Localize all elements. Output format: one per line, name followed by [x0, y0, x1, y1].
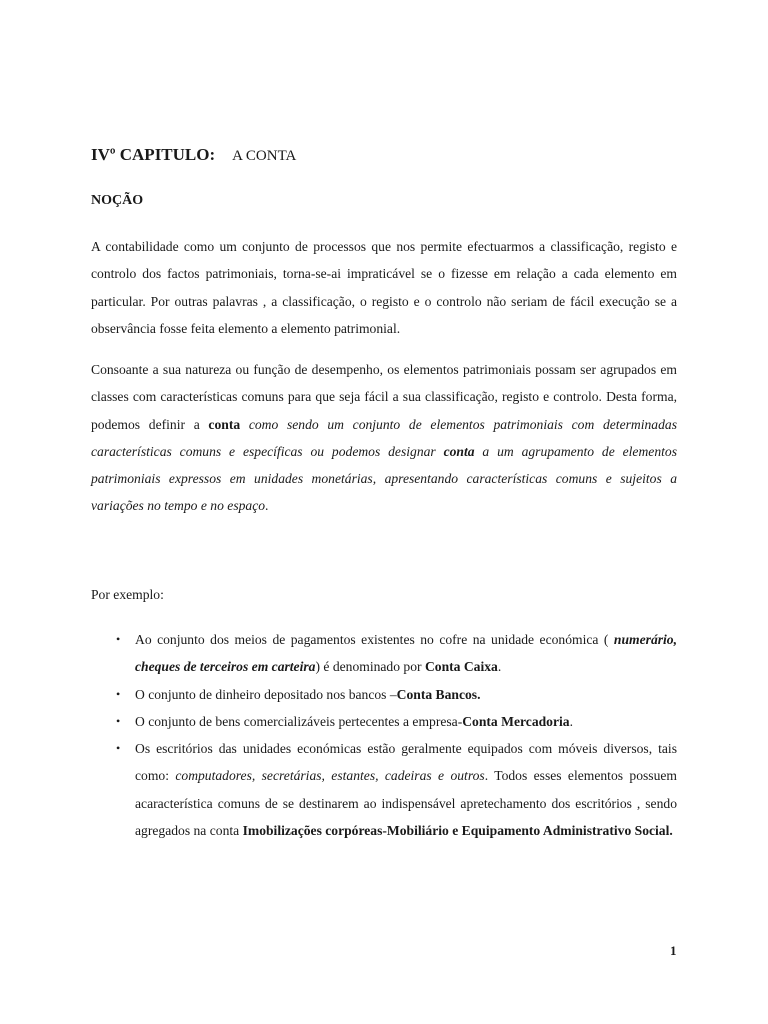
item-1-account: Conta Caixa — [424, 659, 498, 675]
item-4-pre: Os escritórios das unidades económicas estão geralmente equipados com móveis diversos, tais como: — [135, 741, 677, 784]
paragraph-2-italic-1: como sendo um conjunto de elementos patrimoniais com determinadas características comuns e específicas ou podemos designar — [91, 416, 677, 459]
item-1-pre: Ao conjunto dos meios de pagamentos existentes no cofre na unidade económica ( — [135, 632, 614, 647]
term-conta-1: conta — [208, 416, 241, 432]
section-heading: NOÇÃO — [91, 193, 144, 208]
item-3-account: Conta Mercadoria — [462, 713, 570, 729]
list-item — [116, 735, 677, 844]
item-4-mid: . Todos esses elementos possuem acaracterística comuns de se destinarem ao indispensável apretechamento dos escritórios , sendo agregados na conta — [135, 768, 677, 839]
bullet-icon: • — [116, 632, 121, 646]
paragraph-conta-definition — [91, 356, 677, 520]
page-number: 1 — [670, 943, 677, 958]
term-conta-2: conta — [443, 443, 475, 459]
list-item — [116, 626, 677, 681]
chapter-name: A CONTA — [232, 148, 297, 164]
list-item — [116, 708, 677, 735]
item-2-pre: O conjunto de dinheiro depositado nos bancos – — [135, 686, 397, 702]
paragraph-2-intro: Consoante a sua natureza ou função de desempenho, os elementos patrimoniais possam ser agrupados em classes com características comuns para que seja fácil a sua classificação, registo e controlo. Desta forma, podemos definir a — [91, 362, 677, 432]
example-intro: Por exemplo: — [91, 587, 164, 602]
item-4-account: Imobilizações corpóreas-Mobiliário e Equipamento Administrativo Social. — [242, 823, 673, 839]
example-list — [116, 626, 677, 844]
paragraph-definition-context — [91, 233, 677, 342]
item-1-post: . — [497, 659, 502, 675]
bullet-icon: • — [116, 741, 121, 756]
bullet-icon: • — [116, 713, 121, 728]
item-2-account: Conta Bancos. — [396, 686, 481, 702]
item-4-emphasis: computadores, secretárias, estantes, cadeiras e outros — [175, 768, 485, 784]
paragraph-1-text: A contabilidade como um conjunto de processos que nos permite efectuarmos a classificação, registo e controlo dos factos patrimoniais, torna-se-ai impraticável se o fizesse em relação a cada elemento em particular. Por outras palavras , a classificação, o registo e o controlo não seriam de fácil execução se a observância fosse feita elemento a elemento patrimonial. — [91, 239, 677, 336]
item-1-emphasis: numerário, cheques de terceiros em carteira — [135, 632, 677, 675]
bullet-icon: • — [116, 686, 121, 701]
chapter-title — [91, 145, 296, 166]
item-3-post: . — [569, 713, 573, 729]
paragraph-2-italic-2: a um agrupamento de elementos patrimoniais expressos em unidades monetárias, apresentando características comuns e sujeitos a variações no tempo e no espaço — [91, 443, 677, 514]
item-1-mid: ) é denominado por — [315, 659, 425, 675]
list-item — [116, 681, 677, 708]
chapter-label: IVº CAPITULO: — [91, 145, 216, 164]
paragraph-2-end: . — [265, 498, 269, 514]
item-3-pre: O conjunto de bens comercializáveis pertecentes a empresa- — [135, 713, 463, 729]
